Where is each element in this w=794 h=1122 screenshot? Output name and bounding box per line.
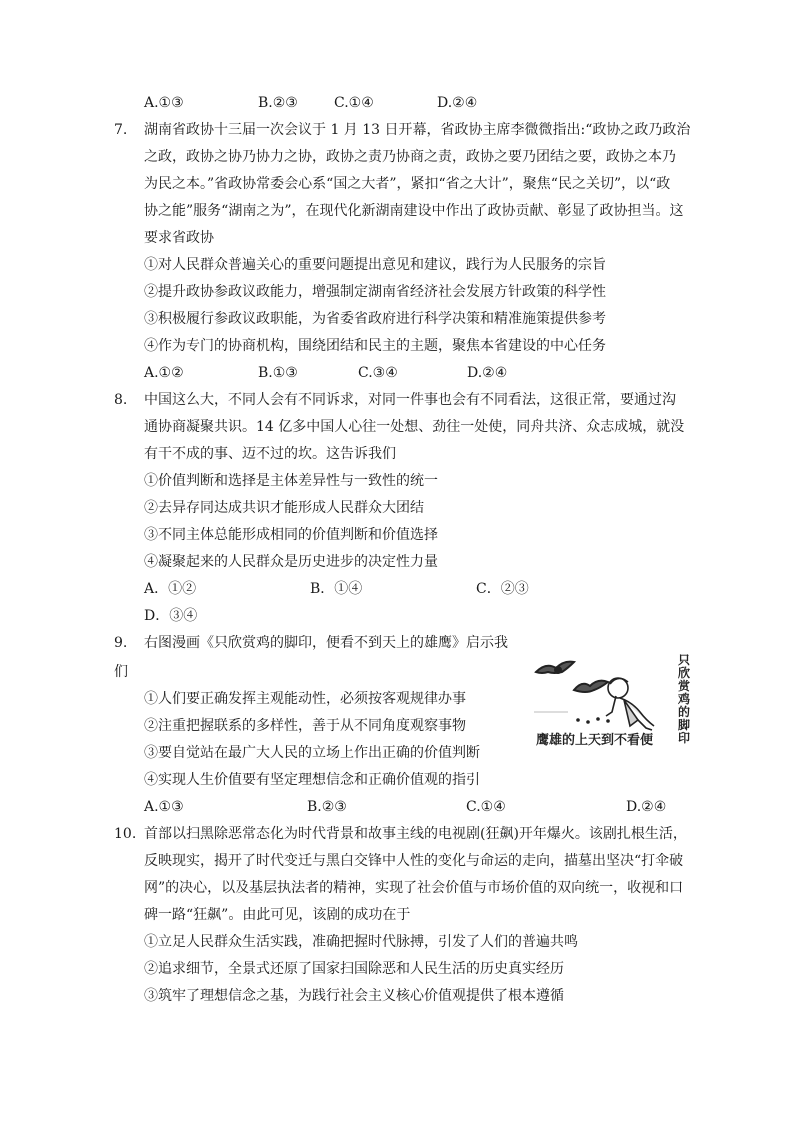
question-stem-line: 网”的决心，以及基层执法者的精神，实现了社会价值与市场价值的双向统一，收视和口	[144, 880, 684, 896]
footprint-icon	[576, 717, 610, 724]
question-stem-line: 要求省政协	[144, 230, 214, 246]
man-figure-icon	[606, 678, 654, 730]
statement-item: ④实现人生价值要有坚定理想信念和正确价值观的指引	[144, 772, 480, 788]
svg-text:只欣赏鸡的脚印: 只欣赏鸡的脚印	[678, 653, 691, 745]
statement-item: ①价值判断和选择是主体差异性与一致性的统一	[144, 473, 438, 489]
statement-item: ①人们要正确发挥主观能动性，必须按客观规律办事	[144, 691, 466, 707]
question-stem-line: 协之能”服务“湖南之为”，在现代化新湖南建设中作出了政协贡献、彰显了政协担当。这	[144, 203, 684, 219]
cartoon-drawing	[528, 650, 696, 754]
question-stem-line: 通协商凝聚共识。14 亿多中国人心往一处想、劲往一处使，同舟共济、众志成城，就没	[144, 419, 685, 435]
cartoon-bottom-caption: 鹰雄的上天到不看便	[536, 733, 654, 748]
option-d: D．③④	[144, 608, 198, 624]
question-stem-line: 碑一路“狂飙”。由此可见，该剧的成功在于	[144, 907, 411, 923]
option-d: D.②④	[626, 799, 667, 815]
option-a: A.①③	[144, 95, 184, 111]
question-number: 7.	[114, 122, 128, 138]
statement-item: ③筑牢了理想信念之基，为践行社会主义核心价值观提供了根本遵循	[144, 988, 564, 1004]
option-b: B．①④	[310, 581, 363, 597]
question-stem-line: 中国这么大，不同人会有不同诉求，对同一件事也会有不同看法，这很正常，要通过沟	[144, 392, 676, 408]
question-stem-line: 反映现实，揭开了时代变迁与黑白交锋中人性的变化与命运的走向，描墓出坚决“打伞破	[144, 853, 684, 869]
statement-item: ②去异存同达成共识才能形成人民群众大团结	[144, 500, 424, 516]
question-stem-line: 湖南省政协十三届一次会议于 1 月 13 日开幕，省政协主席李微微指出:“政协之政乃政治	[144, 122, 691, 138]
question-stem-line: 有干不成的事、迈不过的坎。这告诉我们	[144, 446, 396, 462]
question-number: 9.	[114, 635, 128, 651]
statement-item: ③不同主体总能形成相同的价值判断和价值选择	[144, 527, 438, 543]
statement-item: ②提升政协参政议政能力，增强制定湖南省经济社会发展方针政策的科学性	[144, 284, 606, 300]
statement-item: ④作为专门的协商机构，围绕团结和民主的主题，聚焦本省建设的中心任务	[144, 338, 606, 354]
option-b: B.①③	[258, 365, 298, 381]
question-number: 8.	[114, 392, 128, 408]
option-d: D.②④	[467, 365, 508, 381]
option-a: A.①③	[144, 799, 184, 815]
statement-item: ①立足人民群众生活实践，准确把握时代脉搏，引发了人们的普遍共鸣	[144, 934, 578, 950]
option-c: C．②③	[476, 581, 529, 597]
statement-item: ①对人民群众普遍关心的重要问题提出意见和建议，践行为人民服务的宗旨	[144, 257, 606, 273]
option-c: C.①④	[466, 799, 506, 815]
question-stem-line: 右图漫画《只欣赏鸡的脚印，便看不到天上的雄鹰》启示我	[144, 635, 508, 651]
statement-item: ②注重把握联系的多样性，善于从不同角度观察事物	[144, 718, 466, 734]
question-stem-line: 首部以扫黑除恶常态化为时代背景和故事主线的电视剧(狂飙)开年爆火。该剧扎根生活，	[144, 826, 687, 842]
option-b: B.②③	[307, 799, 347, 815]
option-b: B.②③	[258, 95, 298, 111]
statement-item: ②追求细节，全景式还原了国家扫国除恶和人民生活的历史真实经历	[144, 961, 564, 977]
option-d: D.②④	[437, 95, 478, 111]
question-stem-line: 为民之本。”省政协常委会心系“国之大者”，紧扣“省之大计”，聚焦“民之关切”，以“政	[144, 176, 671, 192]
cartoon-vertical-caption	[677, 653, 691, 745]
question-stem-line: 之政，政协之协乃协力之协，政协之责乃协商之责，政协之要乃团结之要，政协之本乃	[144, 149, 676, 165]
eagle-icon	[574, 681, 608, 692]
statement-item: ③积极履行参政议政职能，为省委省政府进行科学决策和精准施策提供参考	[144, 311, 606, 327]
option-a: A.①②	[144, 365, 184, 381]
question-stem-line: 们	[114, 664, 128, 680]
statement-item: ④凝聚起来的人民群众是历史进步的决定性力量	[144, 554, 438, 570]
statement-item: ③要自觉站在最广大人民的立场上作出正确的价值判断	[144, 745, 480, 761]
option-a: A．①②	[144, 581, 197, 597]
question-number: 10.	[114, 826, 137, 842]
cartoon-illustration	[528, 650, 696, 754]
option-c: C.①④	[334, 95, 374, 111]
option-c: C.③④	[358, 365, 398, 381]
eagle-icon	[536, 662, 574, 673]
